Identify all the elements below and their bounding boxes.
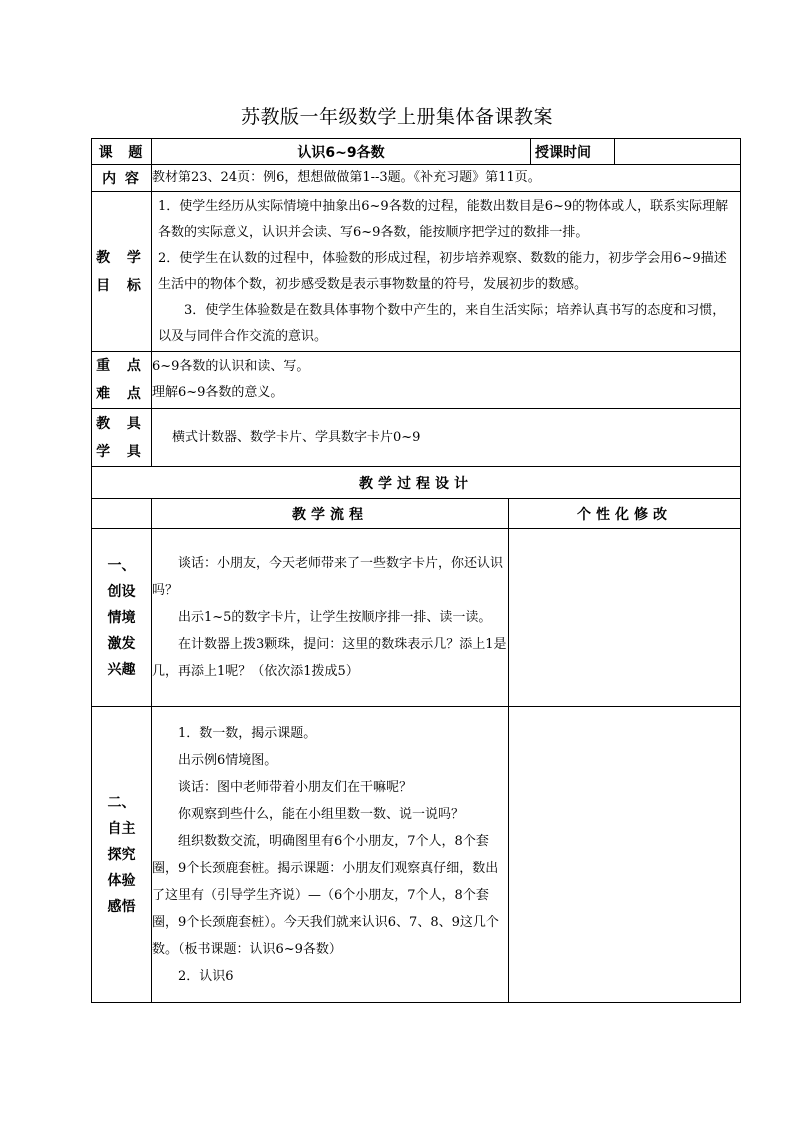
stage-1-label-line: 创设 <box>107 583 136 600</box>
stage-2-para: 你观察到些什么，能在小组里数一数、说一说吗？ <box>178 806 465 822</box>
stage-2-para: 组织数数交流，明确图里有6个小朋友，7个人，8个套圈，9个长颈鹿套桩。揭示课题：小朋友们观察真仔细，数出了这里有（引导学生齐说）—（6个小朋友，7个人，8个套圈，9个长颈鹿套桩）。今天我们就来认识6、7、8、9这几个数。（板书课题：认识6~9各数） <box>152 833 499 957</box>
content-row <box>92 165 741 192</box>
content-label: 内 容 <box>92 165 152 192</box>
tools-label <box>92 409 152 467</box>
goal-item-3: 3．使学生体验数是在数具体事物个数中产生的，来自生活实际；培养认真书写的态度和习惯，以及与同伴合作交流的意识。 <box>158 302 726 344</box>
content-value: 教材第23、24页：例6，想想做做第1--3题。《补充习题》第11页。 <box>152 165 741 192</box>
tools-label-line2: 学 具 <box>96 443 147 460</box>
stage-1-flow <box>152 529 509 707</box>
stage-2-label-line: 二、 <box>107 794 136 811</box>
stage-2-flow <box>152 707 509 1003</box>
stage-2-modify <box>509 707 741 1003</box>
stage-2-label-line: 体验 <box>107 872 136 889</box>
goals-label-line1: 教 学 <box>96 249 147 266</box>
topic-value: 认识6~9各数 <box>152 139 531 165</box>
time-value <box>615 139 741 165</box>
process-header-blank <box>92 499 152 529</box>
stage-2-para: 1．数一数，揭示课题。 <box>178 725 317 741</box>
goal-item-2: 2．使学生在认数的过程中，体验数的形成过程，初步培养观察、数数的能力，初步学会用6~9描述生活中的物体个数，初步感受数是表示事物数量的符号，发展初步的数感。 <box>158 250 727 292</box>
stage-2-label <box>92 707 152 1003</box>
lesson-plan-table <box>91 138 741 1003</box>
stage-2-label-line: 探究 <box>107 846 136 863</box>
topic-row <box>92 139 741 165</box>
key-label-line2: 难 点 <box>96 386 147 402</box>
modify-header: 个性化修改 <box>509 499 741 529</box>
process-title-row <box>92 467 741 499</box>
stage-1-label-line: 一、 <box>107 557 136 574</box>
stage-1-label <box>92 529 152 707</box>
tools-label-line1: 教 具 <box>96 415 147 432</box>
stage-1-label-line: 情境 <box>107 609 136 626</box>
stage-1-para: 出示1~5的数字卡片，让学生按顺序排一排、读一读。 <box>178 610 492 625</box>
tools-row <box>92 409 741 467</box>
key-point: 6~9各数的认识和读、写。 <box>152 359 310 374</box>
time-label: 授课时间 <box>531 139 615 165</box>
goals-row <box>92 192 741 352</box>
stage-row-2 <box>92 707 741 1003</box>
key-row <box>92 352 741 409</box>
stage-2-label-line: 感悟 <box>107 898 136 915</box>
process-header-row <box>92 499 741 529</box>
stage-1-para: 在计数器上拨3颗珠，提问：这里的数珠表示几？添上1是几，再添上1呢？（依次添1拨成5） <box>152 637 507 679</box>
document-title: 苏教版一年级数学上册集体备课教案 <box>240 106 553 128</box>
goals-label <box>92 192 152 352</box>
stage-2-label-line: 自主 <box>107 820 136 837</box>
tools-value: 横式计数器、数学卡片、学具数字卡片0~9 <box>152 409 741 467</box>
stage-1-modify <box>509 529 741 707</box>
process-title: 教学过程设计 <box>92 467 741 499</box>
topic-label: 课 题 <box>92 139 152 165</box>
stage-row-1 <box>92 529 741 707</box>
stage-2-para: 出示例6情境图。 <box>178 752 278 768</box>
flow-header: 教学流程 <box>152 499 509 529</box>
stage-1-para: 谈话：小朋友，今天老师带来了一些数字卡片，你还认识吗？ <box>152 556 504 598</box>
stage-1-label-line: 激发 <box>107 635 136 652</box>
goals-label-line2: 目 标 <box>96 277 147 294</box>
stage-2-para: 谈话：图中老师带着小朋友们在干嘛呢？ <box>178 779 413 795</box>
stage-2-para: 2．认识6 <box>178 968 234 984</box>
key-content <box>152 352 741 409</box>
difficult-point: 理解6~9各数的意义。 <box>152 385 284 400</box>
key-label <box>92 352 152 409</box>
key-label-line1: 重 点 <box>96 358 147 374</box>
stage-1-label-line: 兴趣 <box>107 661 136 678</box>
goal-item-1: 1．使学生经历从实际情境中抽象出6~9各数的过程，能数出数目是6~9的物体或人，联系实际理解各数的实际意义，认识并会读、写6~9各数，能按顺序把学过的数排一排。 <box>158 198 729 240</box>
goals-content <box>152 192 741 352</box>
